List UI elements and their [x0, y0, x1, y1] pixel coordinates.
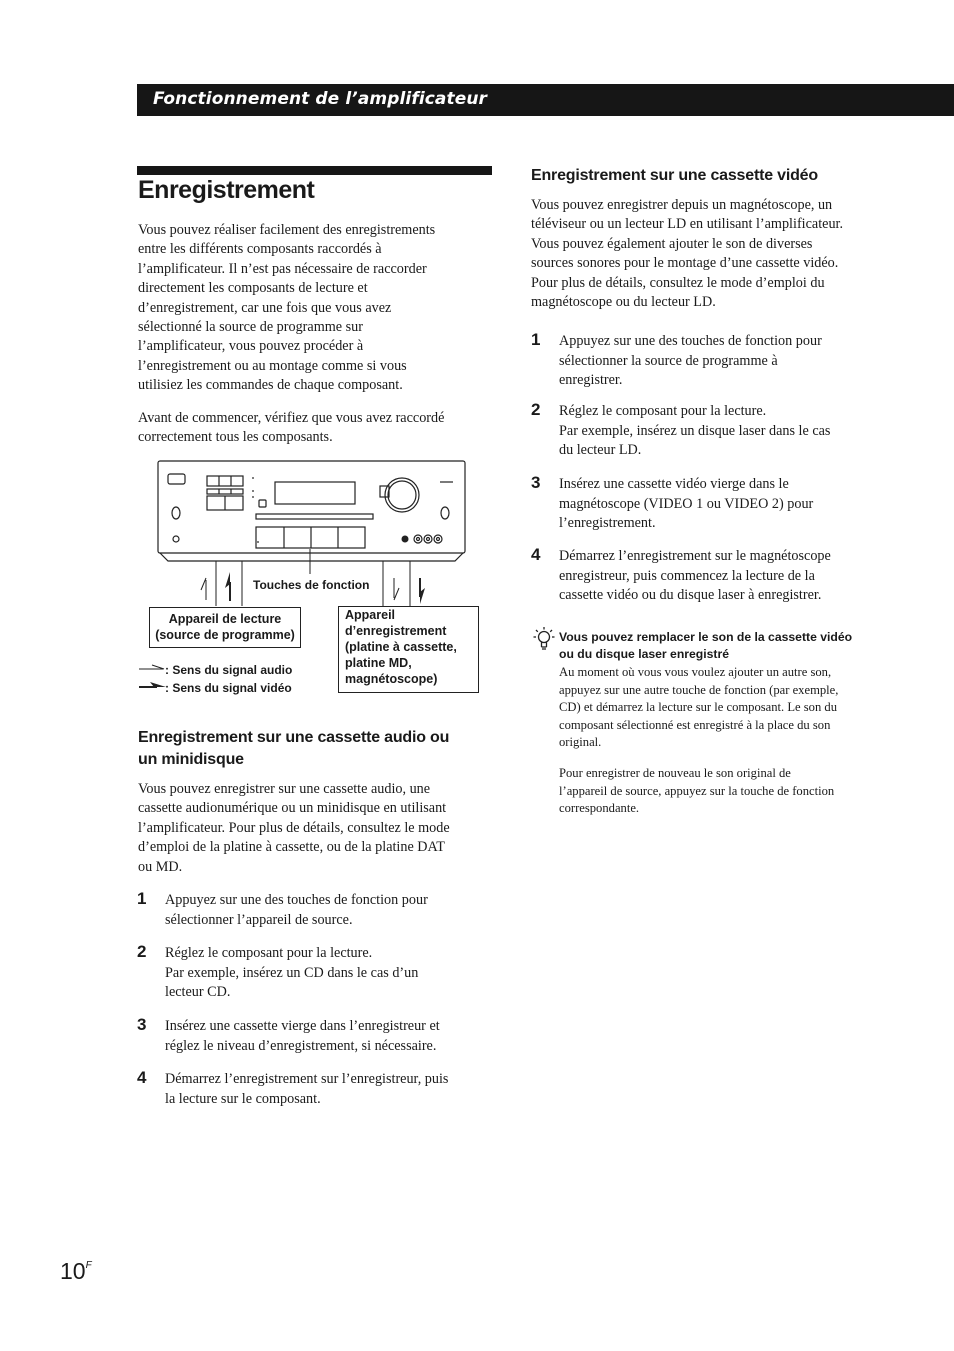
video-arrow-up [225, 572, 231, 601]
video-step-3-number: 3 [531, 473, 541, 492]
video-section-title: Enregistrement sur une cassette vidéo [531, 167, 818, 184]
audio-step-4-text: Démarrez l’enregistrement sur l’enregistreur, puis la lecture sur le composant. [165, 1071, 449, 1107]
video-arrow-down [419, 578, 425, 604]
video-step-4-text: Démarrez l’enregistrement sur le magnétoscope enregistreur, puis commencez la lecture de la cassette vidéo ou du disque laser à enregistrer. [559, 548, 831, 603]
chapter-title: Fonctionnement de l’amplificateur [153, 89, 488, 109]
legend-audio-arrow [139, 665, 164, 669]
audio-step-2-text: Réglez le composant pour la lecture. Par exemple, insérez un CD dans le cas d’un lecteur CD. [165, 945, 419, 1000]
video-step-1-number: 1 [531, 330, 541, 349]
video-step-2-number: 2 [531, 400, 541, 419]
legend-video-label: : Sens du signal vidéo [165, 681, 292, 695]
audio-section-title: Enregistrement sur une cassette audio ou un minidisque [138, 729, 450, 768]
audio-step-4-number: 4 [137, 1068, 147, 1087]
page-number: $10^F$ [60, 1258, 92, 1284]
audio-step-2-number: 2 [137, 942, 147, 961]
playback-device-box: Appareil de lecture (source de programme) [149, 607, 301, 648]
video-paragraph: Vous pouvez enregistrer depuis un magnétoscope, un téléviseur ou un lecteur LD en utilisant l’amplificateur. Vous pouvez également ajouter le son de diverses sources sonores pour le montage d’une cassette vidéo. Pour plus de détails, consultez le mode d’emploi du magnétoscope ou du lecteur LD. [531, 197, 844, 311]
video-step-1-text: Appuyez sur une des touches de fonction pour sélectionner la source de programme à enregistrer. [559, 333, 822, 388]
audio-step-1-text: Appuyez sur une des touches de fonction pour sélectionner l’appareil de source. [165, 892, 428, 928]
intro-paragraph: Vous pouvez réaliser facilement des enregistrements entre les différents composants raccordés à l’amplificateur. Il n’est pas nécessaire de raccorder directement les composants de lecture et d’enregistrement, car une fois que vous avez sélectionné la source de programme sur l’amplificateur, vous pouvez procéder à l’enregistrement ou au montage comme si vous utilisiez les commandes de chaque composant. [138, 222, 436, 394]
section-title: Enregistrement [138, 176, 315, 204]
lightbulb-icon [532, 625, 556, 651]
audio-step-3-text: Insérez une cassette vierge dans l’enregistreur et réglez le niveau d’enregistrement, si nécessaire. [165, 1018, 440, 1054]
chapter-header [137, 84, 954, 116]
video-step-2-text: Réglez le composant pour la lecture. Par exemple, insérez un disque laser dans le cas du lecteur LD. [559, 403, 831, 458]
section-rule [137, 166, 492, 175]
page-suffix: F [85, 1260, 92, 1271]
function-keys-label: Touches de fonction [253, 578, 370, 592]
legend-audio-label: : Sens du signal audio [165, 663, 293, 677]
tip-heading: Vous pouvez remplacer le son de la cassette vidéo ou du disque laser enregistré [559, 630, 853, 661]
tip-paragraph-1: Au moment où vous vous voulez ajouter un autre son, appuyez sur une autre touche de fonction (par exemple, CD) et démarrez la lecture sur le composant. Le son du composant sélectionné est enregistré à la place du son original. [559, 665, 839, 750]
before-paragraph: Avant de commencer, vérifiez que vous avez raccordé correctement tous les composants. [138, 410, 445, 446]
audio-arrow-down [394, 578, 399, 600]
audio-step-1-number: 1 [137, 889, 147, 908]
audio-step-3-number: 3 [137, 1015, 147, 1034]
audio-arrow-up [201, 578, 206, 600]
recording-device-box: Appareil d’enregistrement (platine à cassette, platine MD, magnétoscope) [338, 606, 479, 693]
legend-video-arrow [139, 682, 166, 688]
video-step-3-text: Insérez une cassette vidéo vierge dans le magnétoscope (VIDEO 1 ou VIDEO 2) pour l’enregistrement. [559, 476, 814, 531]
audio-paragraph: Vous pouvez enregistrer sur une cassette audio, une cassette audionumérique ou un minidisque en utilisant l’amplificateur. Pour plus de détails, consultez le mode d’emploi de la platine à cassette, ou de la platine DAT ou MD. [138, 781, 450, 875]
video-step-4-number: 4 [531, 545, 541, 564]
amplifier-front-panel [158, 461, 465, 561]
tip-paragraph-2: Pour enregistrer de nouveau le son original de l’appareil de source, appuyez sur la touche de fonction correspondante. [559, 766, 835, 816]
